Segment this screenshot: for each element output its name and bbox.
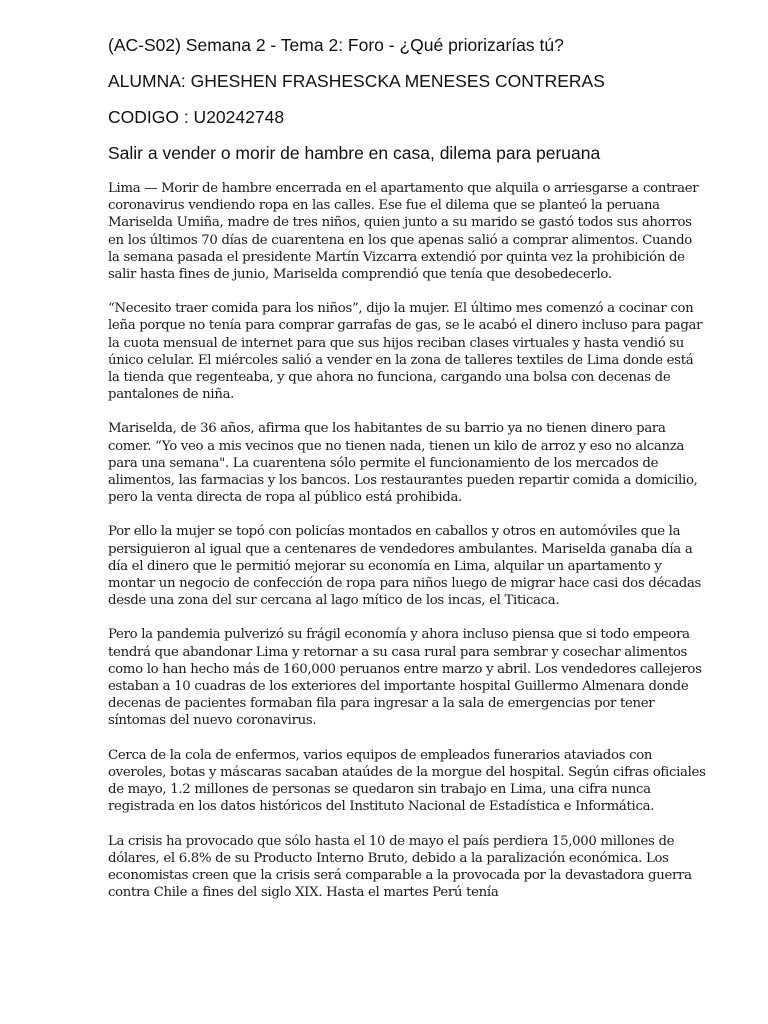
page-title: (AC-S02) Semana 2 - Tema 2: Foro - ¿Qué priorizarías tú? xyxy=(108,35,564,55)
article-paragraph-6: Cerca de la cola de enfermos, varios equipos de empleados funerarios ataviados con overoles, botas y máscaras sacaban ataúdes de la morgue del hospital. Según cifras oficiales de mayo, 1.2 millones de personas se quedaron sin trabajo en Lima, una cifra nunca registrada en los datos históricos del Instituto Nacional de Estadística e Informática. xyxy=(108,747,706,815)
article-paragraph-4: Por ello la mujer se topó con policías montados en caballos y otros en automóviles que la persiguieron al igual que a centenares de vendedores ambulantes. Mariselda ganaba día a día el dinero que le permitió mejorar su economía en Lima, alquilar un apartamento y montar un negocio de confección de ropa para niños luego de migrar hace casi dos décadas desde una zona del sur cercana al lago mítico de los incas, el Titicaca. xyxy=(108,524,702,609)
article-paragraph-2: “Necesito traer comida para los niños”, dijo la mujer. El último mes comenzó a cocinar con leña porque no tenía para comprar garrafas de gas, se le acabó el dinero incluso para pagar la cuota mensual de internet para que sus hijos reciban clases virtuales y hasta vendió su único celular. El miércoles salió a vender en la zona de talleres textiles de Lima donde está la tienda que regenteaba, y que ahora no funciona, cargando una bolsa con decenas de pantalones de niña. xyxy=(108,301,703,403)
document-content xyxy=(108,34,706,901)
article-paragraph-1: Lima — Morir de hambre encerrada en el apartamento que alquila o arriesgarse a contraer coronavirus vendiendo ropa en las calles. Ese fue el dilema que se planteó la peruana Mariselda Umiña, madre de tres niños, quien junto a su marido se gastó todos sus ahorros en los últimos 70 días de cuarentena en los que apenas salió a comprar alimentos. Cuando la semana pasada el presidente Martín Vizcarra extendió por quinta vez la prohibición de salir hasta fines de junio, Mariselda comprendió que tenía que desobedecerlo. xyxy=(108,181,699,283)
article-title: Salir a vender o morir de hambre en casa, dilema para peruana xyxy=(108,143,601,163)
article-paragraph-5: Pero la pandemia pulverizó su frágil economía y ahora incluso piensa que si todo empeora tendrá que abandonar Lima y retornar a su casa rural para sembrar y cosechar alimentos como lo han hecho más de 160,000 peruanos entre marzo y abril. Los vendedores callejeros estaban a 10 cuadras de los exteriores del importante hospital Guillermo Almenara donde decenas de pacientes formaban fila para ingresar a la sala de emergencias por tener síntomas del nuevo coronavirus. xyxy=(108,627,702,729)
student-name: ALUMNA: GHESHEN FRASHESCKA MENESES CONTRERAS xyxy=(108,71,605,91)
article-paragraph-3: Mariselda, de 36 años, afirma que los habitantes de su barrio ya no tienen dinero para comer. “Yo veo a mis vecinos que no tienen nada, tienen un kilo de arroz y eso no alcanza para una semana". La cuarentena sólo permite el funcionamiento de los mercados de alimentos, las farmacias y los bancos. Los restaurantes pueden repartir comida a domicilio, pero la venta directa de ropa al público está prohibida. xyxy=(108,421,698,506)
article-paragraph-7: La crisis ha provocado que sólo hasta el 10 de mayo el país perdiera 15,000 millones de dólares, el 6.8% de su Producto Interno Bruto, debido a la paralización económica. Los economistas creen que la crisis será comparable a la provocada por la devastadora guerra contra Chile a fines del siglo XIX. Hasta el martes Perú tenía xyxy=(108,833,692,901)
student-code: CODIGO : U20242748 xyxy=(108,107,285,127)
